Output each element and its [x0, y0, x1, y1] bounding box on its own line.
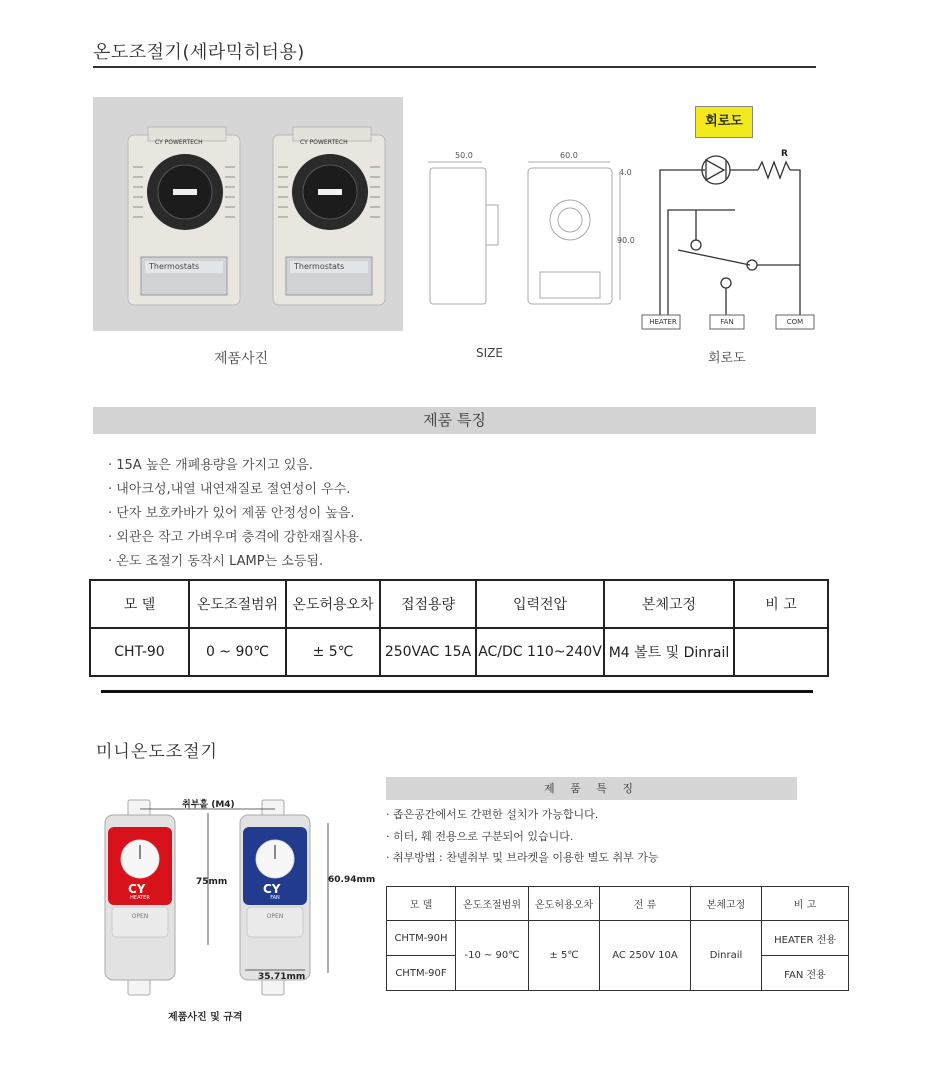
feature-item: · 외관은 작고 가벼우며 충격에 강한재질사용.: [108, 530, 363, 545]
header-cell: 온도허용오차: [529, 887, 600, 921]
cell-mount: Dinrail: [691, 921, 762, 991]
cell-range: -10 ~ 90℃: [456, 921, 529, 991]
size-drawing: [420, 150, 635, 310]
table-row: [90, 628, 828, 676]
header-cell: 온도조절범위: [456, 887, 529, 921]
features-band-2: 제 품 특 징: [386, 777, 797, 800]
table-row: [387, 921, 849, 956]
header-cell: 비 고: [734, 580, 828, 628]
feature-item: · 15A 높은 개폐용량을 가지고 있음.: [108, 458, 314, 473]
circuit-diagram: [640, 140, 820, 335]
resistor-label: R: [781, 149, 788, 159]
open-label-blue: OPEN: [266, 913, 284, 920]
cell-note-heater: HEATER 전용: [762, 921, 849, 956]
cell-model: CHT-90: [90, 628, 189, 676]
size-caption: SIZE: [476, 346, 503, 360]
screw-hole-label: 취부홀 (M4): [182, 800, 235, 810]
circuit-caption: 회로도: [708, 351, 746, 366]
brand-label-2: CY POWERTECH: [300, 139, 348, 146]
brand-logo-blue: CY: [263, 882, 281, 896]
dim-width-side: 50.0: [455, 151, 473, 160]
figure-caption: 제품사진 및 규격: [168, 1012, 243, 1023]
cell-current: AC 250V 10A: [600, 921, 691, 991]
dim-height: 90.0: [617, 236, 635, 245]
section1-title: 온도조절기(세라믹히터용): [93, 42, 305, 63]
header-cell: 입력전압: [476, 580, 604, 628]
header-cell: 전 류: [600, 887, 691, 921]
features-band: 제품 특징: [93, 407, 816, 434]
cell-tolerance: ± 5℃: [529, 921, 600, 991]
cell-note: [734, 628, 828, 676]
cell-mount: M4 볼트 및 Dinrail: [604, 628, 734, 676]
dim-width-front: 60.0: [560, 151, 578, 160]
cell-note-fan: FAN 전용: [762, 956, 849, 991]
fan-unit-label: FAN: [270, 895, 280, 901]
fan-terminal-label: FAN: [720, 318, 734, 326]
model-label-1: Thermostats: [149, 262, 200, 271]
cell-voltage: AC/DC 110~240V: [476, 628, 604, 676]
product-photo: [93, 97, 403, 331]
cell-tolerance: ± 5℃: [286, 628, 380, 676]
feature-item: · 단자 보호카바가 있어 제품 안정성이 높음.: [108, 506, 355, 521]
brand-logo-red: CY: [128, 882, 146, 896]
height-75-label: 75mm: [196, 877, 228, 887]
feature-item: · 온도 조절기 동작시 LAMP는 소등됨.: [108, 554, 324, 569]
feature-item: · 내아크성,내열 내연재질로 절연성이 우수.: [108, 482, 351, 497]
section-divider: [101, 690, 813, 693]
feature-item-2: · 히터, 훼 전용으로 구분되어 있습니다.: [386, 830, 574, 843]
thermostat-photo-illustration: [93, 97, 403, 331]
mini-spec-table: [386, 886, 849, 991]
table-header-row: [387, 887, 849, 921]
title-divider: [93, 66, 816, 68]
table-header-row: [90, 580, 828, 628]
header-cell: 온도조절범위: [189, 580, 286, 628]
circuit-title-box: 회로도: [695, 106, 753, 138]
header-cell: 접점용량: [380, 580, 476, 628]
feature-item-2: · 취부방법 : 찬넬취부 및 브라켓을 이용한 별도 취부 가능: [386, 851, 659, 864]
spec-table: [89, 579, 829, 677]
open-label-red: OPEN: [131, 913, 149, 920]
heater-unit-label: HEATER: [130, 895, 150, 901]
cell-range: 0 ~ 90℃: [189, 628, 286, 676]
dim-top: 4.0: [619, 168, 632, 177]
photo-caption: 제품사진: [214, 351, 269, 367]
cell-model-fan: CHTM-90F: [387, 956, 456, 991]
header-cell: 모 델: [387, 887, 456, 921]
section2-title: 미니온도조절기: [96, 742, 218, 762]
header-cell: 본체고정: [691, 887, 762, 921]
height-6094-label: 60.94mm: [328, 875, 376, 885]
width-label: 35.71mm: [258, 972, 306, 982]
header-cell: 모 델: [90, 580, 189, 628]
com-terminal-label: COM: [786, 318, 804, 326]
header-cell: 비 고: [762, 887, 849, 921]
heater-terminal-label: HEATER: [649, 318, 677, 326]
cell-model-heater: CHTM-90H: [387, 921, 456, 956]
brand-label-1: CY POWERTECH: [155, 139, 203, 146]
model-label-2: Thermostats: [294, 262, 345, 271]
header-cell: 본체고정: [604, 580, 734, 628]
feature-item-2: · 좁은공간에서도 간편한 설치가 가능합니다.: [386, 808, 599, 821]
header-cell: 온도허용오차: [286, 580, 380, 628]
cell-contact: 250VAC 15A: [380, 628, 476, 676]
